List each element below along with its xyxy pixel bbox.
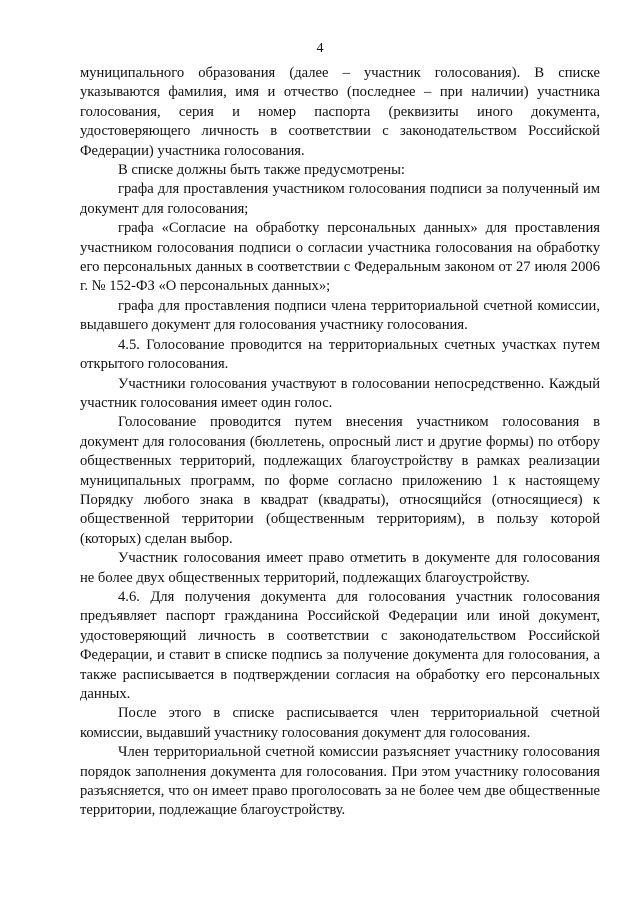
- paragraph-section-4-5: 4.5. Голосование проводится на территориальных счетных участках путем открытого голосования.: [80, 336, 600, 373]
- paragraph-section-4-6: 4.6. Для получения документа для голосования участник голосования предъявляет паспорт гражданина Российской Федерации или иной документ, удостоверяющий личность в соответствии с законодательством Российской Федерации, и ставит в списке подпись за получение документа для голосования, а также расписывается в подтверждении согласия на обработку его персональных данных.: [80, 588, 600, 702]
- paragraph-commission-signature-column: графа для проставления подписи члена территориальной счетной комиссии, выдавшего документ для голосования участнику голосования.: [80, 297, 600, 334]
- paragraph-commission-signs: После этого в списке расписывается член территориальной счетной комиссии, выдавший участнику голосования документ для голосования.: [80, 705, 600, 741]
- paragraph-voting-procedure: Голосование проводится путем внесения участником голосования в документ для голосования (бюллетень, опросный лист и другие формы) по отбору общественных территорий, подлежащих благоустройству в рамках реализации муниципальных программ, по форме согласно приложению 1 к настоящему Порядку любого знака в квадрат (квадраты), относящийся (относящиеся) к общественной территории (общественным территориям), в пользу которой (которых) сделан выбор.: [80, 414, 600, 547]
- paragraph-list-requirements: В списке должны быть также предусмотрены:: [118, 162, 405, 179]
- paragraph-two-territories: Участник голосования имеет право отметить в документе для голосования не более двух общественных территорий, подлежащих благоустройству.: [80, 550, 600, 586]
- paragraph-continuation: муниципального образования (далее – участник голосования). В списке указываются фамилия, имя и отчество (последнее – при наличии) участника голосования, серия и номер паспорта (реквизиты иного документа, удостоверяющего личность в соответствии с законодательством Российской Федерации) участника голосования.: [80, 65, 600, 159]
- document-body: [80, 64, 600, 821]
- paragraph-one-vote: Участники голосования участвуют в голосовании непосредственно. Каждый участник голосования имеет один голос.: [80, 375, 600, 411]
- paragraph-signature-column: графа для проставления участником голосования подписи за полученный им документ для голосования;: [80, 181, 600, 217]
- paragraph-explanation: Член территориальной счетной комиссии разъясняет участнику голосования порядок заполнения документа для голосования. При этом участнику голосования разъясняется, что он имеет право проголосовать за не более чем две общественные территории, подлежащие благоустройству.: [80, 744, 600, 819]
- page-number: 4: [316, 41, 324, 56]
- paragraph-consent-column: графа «Согласие на обработку персональных данных» для проставления участником голосования подписи о согласии участника голосования на обработку его персональных данных в соответствии с Федеральным законом от 27 июля 2006 г. № 152-ФЗ «О персональных данных»;: [80, 220, 600, 295]
